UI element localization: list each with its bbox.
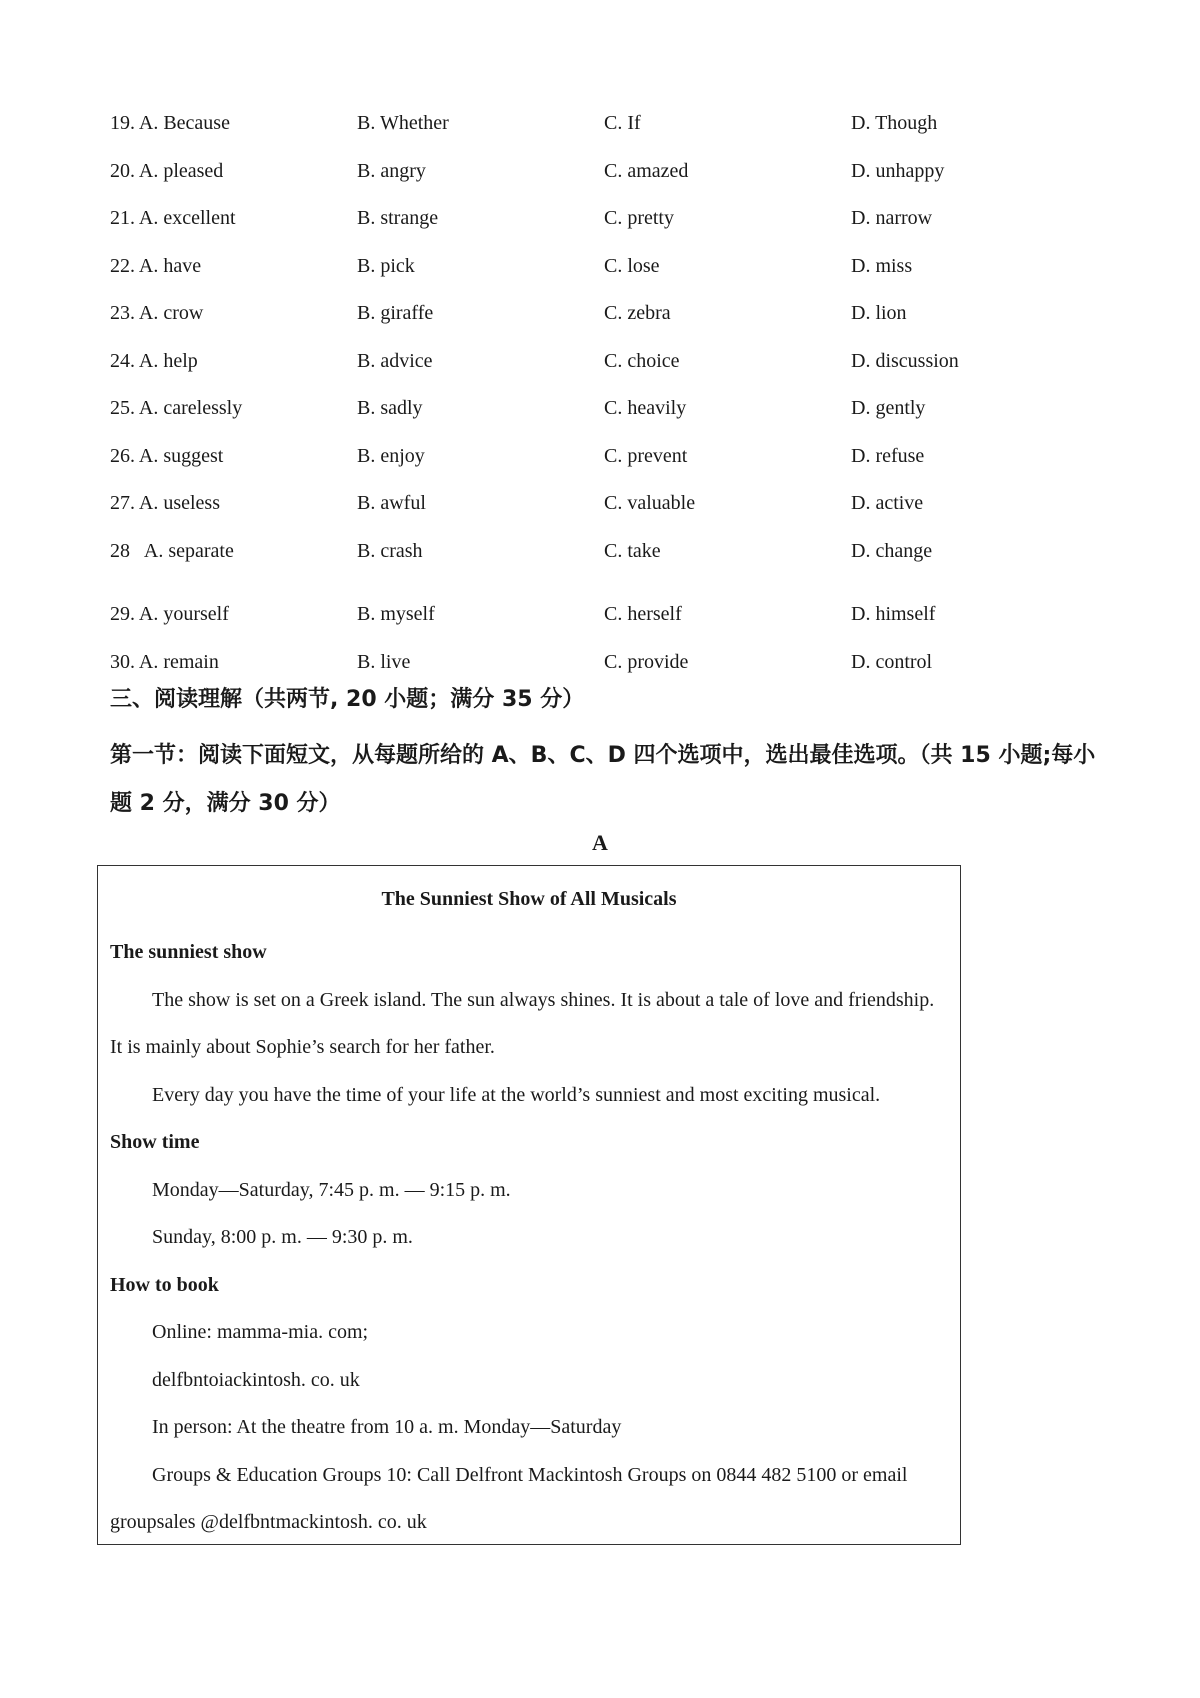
option-a: 20. A. pleased bbox=[110, 159, 224, 182]
option-row-23 bbox=[110, 290, 1110, 338]
option-a: 30. A. remain bbox=[110, 650, 219, 673]
option-d: D. active bbox=[851, 492, 924, 515]
option-d: D. unhappy bbox=[851, 159, 945, 182]
option-row-24 bbox=[110, 338, 1110, 386]
option-b: B. pick bbox=[357, 254, 415, 277]
passage-letter: A bbox=[592, 830, 608, 855]
option-c: C. choice bbox=[604, 349, 680, 372]
option-c: C. herself bbox=[604, 603, 682, 626]
option-d: D. miss bbox=[851, 254, 913, 277]
option-d: D. change bbox=[851, 539, 933, 562]
option-d: D. narrow bbox=[851, 207, 933, 230]
option-row-27 bbox=[110, 480, 1110, 528]
option-b: B. advice bbox=[357, 349, 433, 372]
option-b: B. myself bbox=[357, 603, 435, 626]
option-b: B. crash bbox=[357, 539, 423, 562]
option-a: 27. A. useless bbox=[110, 492, 220, 515]
option-d: D. Though bbox=[851, 112, 938, 135]
option-b: B. Whether bbox=[357, 112, 449, 135]
booking-online-alt: delfbntoiackintosh. co. uk bbox=[152, 1368, 360, 1391]
showtime-weekdays: Monday—Saturday, 7:45 p. m. — 9:15 p. m. bbox=[152, 1178, 511, 1201]
option-c: C. zebra bbox=[604, 302, 671, 325]
option-b: B. strange bbox=[357, 207, 439, 230]
option-row-19 bbox=[110, 100, 1110, 148]
option-b: B. angry bbox=[357, 159, 426, 182]
option-a: 22. A. have bbox=[110, 254, 202, 277]
option-row-28 bbox=[110, 528, 1110, 576]
booking-online: Online: mamma-mia. com; bbox=[152, 1321, 369, 1343]
subheading-show-time: Show time bbox=[110, 1131, 200, 1153]
option-row-20 bbox=[110, 148, 1110, 196]
option-b: B. awful bbox=[357, 492, 426, 515]
subheading-sunniest-show: The sunniest show bbox=[110, 941, 267, 963]
passage-body bbox=[110, 929, 950, 1547]
option-c: C. lose bbox=[604, 254, 660, 277]
option-c: C. provide bbox=[604, 650, 689, 673]
option-a: 28 A. separate bbox=[110, 539, 234, 562]
option-a: 24. A. help bbox=[110, 349, 198, 372]
option-b: B. enjoy bbox=[357, 444, 425, 467]
passage-box bbox=[97, 865, 961, 1545]
option-d: D. lion bbox=[851, 302, 907, 325]
option-a: 26. A. suggest bbox=[110, 444, 224, 467]
option-row-29 bbox=[110, 591, 1110, 639]
option-row-26 bbox=[110, 433, 1110, 481]
section-instruction: 第一节：阅读下面短文，从每题所给的 A、B、C、D 四个选项中，选出最佳选项。（共 15 小题;每小题 2 分，满分 30 分） bbox=[110, 743, 1096, 816]
showtime-sunday: Sunday, 8:00 p. m. — 9:30 p. m. bbox=[152, 1226, 413, 1248]
option-a: 29. A. yourself bbox=[110, 603, 229, 626]
subheading-how-to-book: How to book bbox=[110, 1273, 219, 1296]
option-c: C. prevent bbox=[604, 444, 688, 467]
paragraph-show-description: The show is set on a Greek island. The sun always shines. It is about a tale of love and friendship. It is mainly about Sophie’s search for her father. bbox=[110, 988, 935, 1058]
booking-in-person: In person: At the theatre from 10 a. m. Monday—Saturday bbox=[152, 1416, 622, 1438]
option-row-25 bbox=[110, 385, 1110, 433]
paragraph-exciting-musical: Every day you have the time of your life at the world’s sunniest and most exciting musical. bbox=[152, 1083, 881, 1106]
option-row-21 bbox=[110, 195, 1110, 243]
option-d: D. discussion bbox=[851, 349, 959, 372]
option-a: 23. A. crow bbox=[110, 302, 204, 325]
option-b: B. giraffe bbox=[357, 302, 434, 325]
option-d: D. refuse bbox=[851, 444, 925, 467]
option-a: 21. A. excellent bbox=[110, 207, 236, 230]
booking-groups: Groups & Education Groups 10: Call Delfront Mackintosh Groups on 0844 482 5100 or email groupsales @delfbntmackintosh. co. uk bbox=[110, 1463, 908, 1533]
option-c: C. take bbox=[604, 539, 661, 562]
section-heading: 三、阅读理解（共两节, 20 小题；满分 35 分） bbox=[110, 687, 585, 712]
passage-title: The Sunniest Show of All Musicals bbox=[381, 888, 677, 910]
option-row-30 bbox=[110, 639, 1110, 687]
option-d: D. himself bbox=[851, 603, 936, 626]
option-d: D. gently bbox=[851, 397, 926, 420]
answer-options-list bbox=[110, 100, 1110, 686]
option-c: C. If bbox=[604, 112, 641, 135]
option-c: C. pretty bbox=[604, 207, 674, 230]
option-a: 19. A. Because bbox=[110, 112, 230, 135]
option-b: B. live bbox=[357, 650, 411, 673]
option-d: D. control bbox=[851, 650, 933, 673]
option-b: B. sadly bbox=[357, 397, 423, 420]
option-row-22 bbox=[110, 243, 1110, 291]
option-c: C. valuable bbox=[604, 492, 696, 515]
option-c: C. heavily bbox=[604, 397, 687, 420]
option-a: 25. A. carelessly bbox=[110, 397, 243, 420]
option-c: C. amazed bbox=[604, 159, 689, 182]
